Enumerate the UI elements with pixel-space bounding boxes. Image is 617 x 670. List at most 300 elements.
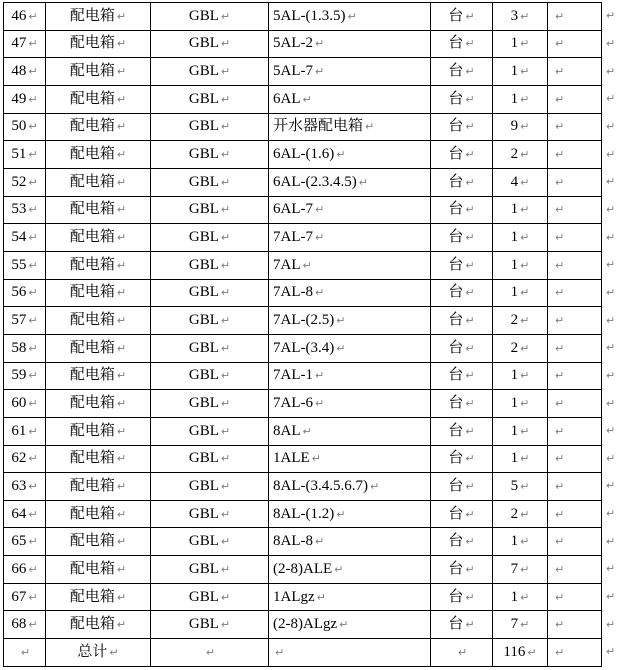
item-type-cell[interactable] (151, 473, 269, 501)
unit-cell[interactable] (431, 114, 493, 142)
item-name-cell[interactable] (46, 446, 151, 474)
unit-cell[interactable] (431, 31, 493, 59)
paragraph-mark-icon: ↵ (220, 535, 231, 549)
unit-cell[interactable] (431, 169, 493, 197)
unit-cell[interactable] (431, 528, 493, 556)
model-cell[interactable] (269, 280, 431, 308)
model-cell[interactable] (269, 418, 431, 446)
item-name-cell[interactable] (46, 528, 151, 556)
row-number-cell[interactable] (4, 252, 46, 280)
item-name-cell[interactable] (46, 473, 151, 501)
item-type-cell[interactable] (151, 390, 269, 418)
paragraph-mark-icon: ↵ (520, 175, 530, 189)
item-type-cell[interactable] (151, 280, 269, 308)
unit-cell[interactable] (431, 280, 493, 308)
quantity-cell[interactable] (493, 58, 548, 86)
row-number-cell[interactable] (4, 197, 46, 225)
unit-cell[interactable] (431, 307, 493, 335)
item-name-cell[interactable] (46, 280, 151, 308)
table-row (4, 584, 602, 612)
cell-text: 配电箱 (69, 229, 115, 246)
paragraph-mark-icon: ↵ (520, 424, 530, 438)
model-cell[interactable] (269, 252, 431, 280)
item-type-cell[interactable] (151, 307, 269, 335)
remark-cell[interactable] (548, 473, 602, 501)
paragraph-mark-icon: ↵ (28, 452, 38, 466)
paragraph-mark-icon: ↵ (315, 535, 325, 549)
remark-cell[interactable] (548, 501, 602, 529)
cell-text: 68 (11, 616, 27, 633)
table-row (4, 335, 602, 363)
item-type-cell[interactable] (151, 611, 269, 639)
model-cell[interactable] (269, 501, 431, 529)
cell-text: GBL (188, 477, 219, 494)
paragraph-mark-icon: ↵ (555, 65, 565, 79)
model-cell[interactable] (269, 335, 431, 363)
paragraph-mark-icon: ↵ (116, 369, 127, 383)
item-type-cell[interactable] (151, 363, 269, 391)
cell-text: 台 (448, 588, 464, 605)
paragraph-mark-icon: ↵ (28, 590, 38, 604)
item-type-cell[interactable] (151, 197, 269, 225)
item-type-cell[interactable] (151, 252, 269, 280)
row-number-cell[interactable] (4, 307, 46, 335)
item-type-cell[interactable] (151, 446, 269, 474)
paragraph-mark-icon: ↵ (28, 231, 38, 245)
cell-text: 63 (11, 477, 27, 494)
quantity-cell[interactable] (493, 611, 548, 639)
model-cell[interactable] (269, 363, 431, 391)
cell-text: 台 (448, 477, 464, 494)
item-type-cell[interactable] (151, 335, 269, 363)
item-type-cell[interactable] (151, 3, 269, 31)
row-end-mark-icon: ↵ (606, 562, 616, 576)
remark-cell[interactable] (548, 584, 602, 612)
model-cell[interactable] (269, 639, 431, 667)
paragraph-mark-icon: ↵ (334, 562, 344, 576)
item-type-cell[interactable] (151, 141, 269, 169)
row-number-cell[interactable] (4, 224, 46, 252)
paragraph-mark-icon: ↵ (465, 562, 475, 576)
paragraph-mark-icon: ↵ (555, 535, 565, 549)
paragraph-mark-icon: ↵ (116, 175, 127, 189)
quantity-cell[interactable] (493, 473, 548, 501)
quantity-cell[interactable] (493, 86, 548, 114)
item-name-cell[interactable] (46, 556, 151, 584)
cell-text: 1ALE (273, 450, 310, 467)
cell-text: 47 (11, 35, 27, 52)
cell-text: 配电箱 (69, 505, 115, 522)
paragraph-mark-icon: ↵ (220, 369, 231, 383)
model-cell[interactable] (269, 390, 431, 418)
item-name-cell[interactable] (46, 3, 151, 31)
row-number-cell[interactable] (4, 584, 46, 612)
paragraph-mark-icon: ↵ (28, 341, 38, 355)
paragraph-mark-icon: ↵ (220, 562, 231, 576)
cell-text: 6AL (273, 90, 301, 107)
cell-text: GBL (188, 118, 219, 135)
row-number-cell[interactable] (4, 390, 46, 418)
unit-cell[interactable] (431, 197, 493, 225)
cell-text: 配电箱 (69, 339, 115, 356)
quantity-cell[interactable] (493, 141, 548, 169)
unit-cell[interactable] (431, 501, 493, 529)
paragraph-mark-icon: ↵ (28, 203, 38, 217)
paragraph-mark-icon: ↵ (315, 231, 325, 245)
unit-cell[interactable] (431, 3, 493, 31)
quantity-cell[interactable] (493, 31, 548, 59)
row-end-mark-icon: ↵ (606, 341, 616, 355)
item-name-cell[interactable] (46, 197, 151, 225)
cell-text: 7 (510, 560, 519, 577)
item-type-cell[interactable] (151, 31, 269, 59)
model-cell[interactable] (269, 114, 431, 142)
row-number-cell[interactable] (4, 335, 46, 363)
item-name-cell[interactable] (46, 584, 151, 612)
item-name-cell[interactable] (46, 224, 151, 252)
remark-cell[interactable] (548, 169, 602, 197)
unit-cell[interactable] (431, 363, 493, 391)
item-name-cell[interactable] (46, 58, 151, 86)
paragraph-mark-icon: ↵ (220, 618, 231, 632)
paragraph-mark-icon: ↵ (28, 562, 38, 576)
cell-text: GBL (188, 505, 219, 522)
unit-cell[interactable] (431, 252, 493, 280)
cell-text: 台 (448, 118, 464, 135)
row-end-mark-icon: ↵ (606, 9, 616, 23)
unit-cell[interactable] (431, 446, 493, 474)
model-cell[interactable] (269, 611, 431, 639)
item-name-cell[interactable] (46, 252, 151, 280)
cell-text: 9 (510, 118, 519, 135)
paragraph-mark-icon: ↵ (315, 369, 325, 383)
remark-cell[interactable] (548, 418, 602, 446)
cell-text: 配电箱 (69, 90, 115, 107)
remark-cell[interactable] (548, 446, 602, 474)
remark-cell[interactable] (548, 280, 602, 308)
paragraph-mark-icon: ↵ (28, 314, 38, 328)
table-row (4, 528, 602, 556)
paragraph-mark-icon: ↵ (316, 590, 326, 604)
remark-cell[interactable] (548, 528, 602, 556)
model-cell[interactable] (269, 169, 431, 197)
cell-text: GBL (188, 367, 219, 384)
cell-text: 配电箱 (69, 63, 115, 80)
item-name-cell[interactable] (46, 363, 151, 391)
paragraph-mark-icon: ↵ (28, 424, 38, 438)
item-type-cell[interactable] (151, 58, 269, 86)
paragraph-mark-icon: ↵ (116, 314, 127, 328)
row-number-cell[interactable] (4, 3, 46, 31)
item-type-cell[interactable] (151, 86, 269, 114)
row-number-cell[interactable] (4, 86, 46, 114)
remark-cell[interactable] (548, 390, 602, 418)
paragraph-mark-icon: ↵ (555, 562, 565, 576)
row-number-cell[interactable] (4, 58, 46, 86)
paragraph-mark-icon: ↵ (116, 507, 127, 521)
model-cell[interactable] (269, 86, 431, 114)
cell-text: GBL (188, 312, 219, 329)
item-name-cell[interactable] (46, 611, 151, 639)
item-name-cell[interactable] (46, 169, 151, 197)
paragraph-mark-icon: ↵ (116, 148, 127, 162)
table-row (4, 197, 602, 225)
cell-text: 60 (11, 395, 27, 412)
row-number-cell[interactable] (4, 280, 46, 308)
item-name-cell[interactable] (46, 390, 151, 418)
unit-cell[interactable] (431, 335, 493, 363)
quantity-cell[interactable] (493, 3, 548, 31)
remark-cell[interactable] (548, 639, 602, 667)
model-cell[interactable] (269, 31, 431, 59)
paragraph-mark-icon: ↵ (220, 397, 231, 411)
paragraph-mark-icon: ↵ (365, 120, 375, 134)
paragraph-mark-icon: ↵ (116, 397, 127, 411)
row-end-mark-icon: ↵ (606, 92, 616, 106)
table-row (4, 556, 602, 584)
row-number-cell[interactable] (4, 556, 46, 584)
row-number-cell[interactable] (4, 501, 46, 529)
cell-text: 50 (11, 118, 27, 135)
quantity-cell[interactable] (493, 418, 548, 446)
cell-text: 1 (510, 533, 519, 550)
paragraph-mark-icon: ↵ (520, 507, 530, 521)
row-end-mark-icon: ↵ (606, 590, 616, 604)
quantity-cell[interactable] (493, 224, 548, 252)
remark-cell[interactable] (548, 114, 602, 142)
row-end-mark-column (606, 2, 617, 666)
row-number-cell[interactable] (4, 363, 46, 391)
item-name-cell[interactable] (46, 307, 151, 335)
cell-text: 配电箱 (69, 560, 115, 577)
model-cell[interactable] (269, 58, 431, 86)
paragraph-mark-icon: ↵ (220, 479, 231, 493)
paragraph-mark-icon: ↵ (28, 92, 38, 106)
quantity-cell[interactable] (493, 114, 548, 142)
remark-cell[interactable] (548, 335, 602, 363)
cell-text: 1ALgz (273, 588, 315, 605)
paragraph-mark-icon: ↵ (116, 479, 127, 493)
row-number-cell[interactable] (4, 446, 46, 474)
unit-cell[interactable] (431, 86, 493, 114)
paragraph-mark-icon: ↵ (465, 258, 475, 272)
row-end-mark-icon: ↵ (606, 645, 616, 659)
cell-text: 台 (448, 173, 464, 190)
equipment-table (3, 2, 602, 667)
model-cell[interactable] (269, 3, 431, 31)
paragraph-mark-icon: ↵ (465, 148, 475, 162)
remark-cell[interactable] (548, 363, 602, 391)
paragraph-mark-icon: ↵ (315, 65, 325, 79)
item-type-cell[interactable] (151, 639, 269, 667)
unit-cell[interactable] (431, 141, 493, 169)
item-type-cell[interactable] (151, 556, 269, 584)
quantity-cell[interactable] (493, 363, 548, 391)
item-type-cell[interactable] (151, 418, 269, 446)
model-cell[interactable] (269, 197, 431, 225)
model-cell[interactable] (269, 584, 431, 612)
item-name-cell[interactable] (46, 418, 151, 446)
paragraph-mark-icon: ↵ (220, 341, 231, 355)
cell-text: GBL (188, 450, 219, 467)
cell-text: 配电箱 (69, 118, 115, 135)
item-name-cell[interactable] (46, 141, 151, 169)
paragraph-mark-icon: ↵ (116, 618, 127, 632)
row-end-mark-icon: ↵ (606, 479, 616, 493)
unit-cell[interactable] (431, 390, 493, 418)
cell-text: 61 (11, 422, 27, 439)
cell-text: 台 (448, 312, 464, 329)
row-number-cell[interactable] (4, 31, 46, 59)
item-type-cell[interactable] (151, 584, 269, 612)
item-type-cell[interactable] (151, 528, 269, 556)
row-number-cell[interactable] (4, 141, 46, 169)
cell-text: GBL (188, 422, 219, 439)
remark-cell[interactable] (548, 31, 602, 59)
item-name-cell[interactable] (46, 335, 151, 363)
unit-cell[interactable] (431, 418, 493, 446)
row-end-mark-icon: ↵ (606, 368, 616, 382)
paragraph-mark-icon: ↵ (275, 645, 285, 659)
cell-text: 1 (510, 588, 519, 605)
paragraph-mark-icon: ↵ (465, 341, 475, 355)
item-type-cell[interactable] (151, 224, 269, 252)
cell-text: 台 (448, 339, 464, 356)
unit-cell[interactable] (431, 584, 493, 612)
paragraph-mark-icon: ↵ (220, 65, 231, 79)
row-number-cell[interactable] (4, 528, 46, 556)
remark-cell[interactable] (548, 86, 602, 114)
model-cell[interactable] (269, 446, 431, 474)
cell-text: 57 (11, 312, 27, 329)
quantity-cell[interactable] (493, 584, 548, 612)
paragraph-mark-icon: ↵ (220, 9, 231, 23)
paragraph-mark-icon: ↵ (336, 507, 346, 521)
remark-cell[interactable] (548, 252, 602, 280)
paragraph-mark-icon: ↵ (520, 148, 530, 162)
table-row (4, 611, 602, 639)
quantity-cell[interactable] (493, 197, 548, 225)
paragraph-mark-icon: ↵ (302, 92, 312, 106)
quantity-cell[interactable] (493, 556, 548, 584)
model-cell[interactable] (269, 473, 431, 501)
quantity-cell[interactable] (493, 335, 548, 363)
item-type-cell[interactable] (151, 114, 269, 142)
unit-cell[interactable] (431, 611, 493, 639)
paragraph-mark-icon: ↵ (220, 120, 231, 134)
quantity-cell[interactable] (493, 446, 548, 474)
row-number-cell[interactable] (4, 114, 46, 142)
quantity-cell[interactable] (493, 280, 548, 308)
cell-text: 5AL-7 (273, 63, 313, 80)
cell-text: 48 (11, 63, 27, 80)
quantity-cell[interactable] (493, 501, 548, 529)
remark-cell[interactable] (548, 141, 602, 169)
model-cell[interactable] (269, 528, 431, 556)
paragraph-mark-icon: ↵ (336, 148, 346, 162)
paragraph-mark-icon: ↵ (520, 618, 530, 632)
quantity-cell[interactable] (493, 390, 548, 418)
remark-cell[interactable] (548, 556, 602, 584)
model-cell[interactable] (269, 224, 431, 252)
unit-cell[interactable] (431, 224, 493, 252)
quantity-cell[interactable] (493, 307, 548, 335)
paragraph-mark-icon: ↵ (358, 175, 368, 189)
item-type-cell[interactable] (151, 501, 269, 529)
cell-text: GBL (188, 395, 219, 412)
item-name-cell[interactable] (46, 31, 151, 59)
paragraph-mark-icon: ↵ (520, 286, 530, 300)
item-name-cell[interactable] (46, 114, 151, 142)
unit-cell[interactable] (431, 473, 493, 501)
model-cell[interactable] (269, 141, 431, 169)
cell-text: 62 (11, 450, 27, 467)
row-number-cell[interactable] (4, 639, 46, 667)
item-type-cell[interactable] (151, 169, 269, 197)
quantity-cell[interactable] (493, 169, 548, 197)
paragraph-mark-icon: ↵ (555, 286, 565, 300)
paragraph-mark-icon: ↵ (520, 535, 530, 549)
remark-cell[interactable] (548, 307, 602, 335)
remark-cell[interactable] (548, 611, 602, 639)
cell-text: 台 (448, 422, 464, 439)
cell-text: 配电箱 (69, 367, 115, 384)
paragraph-mark-icon: ↵ (555, 9, 565, 23)
paragraph-mark-icon: ↵ (339, 618, 349, 632)
remark-cell[interactable] (548, 3, 602, 31)
model-cell[interactable] (269, 307, 431, 335)
paragraph-mark-icon: ↵ (220, 424, 231, 438)
cell-text: 配电箱 (69, 256, 115, 273)
remark-cell[interactable] (548, 224, 602, 252)
cell-text: 配电箱 (69, 312, 115, 329)
quantity-cell[interactable] (493, 528, 548, 556)
paragraph-mark-icon: ↵ (465, 231, 475, 245)
cell-text: 51 (11, 146, 27, 163)
remark-cell[interactable] (548, 58, 602, 86)
unit-cell[interactable] (431, 639, 493, 667)
cell-text: 2 (510, 339, 519, 356)
model-cell[interactable] (269, 556, 431, 584)
row-number-cell[interactable] (4, 611, 46, 639)
paragraph-mark-icon: ↵ (220, 452, 231, 466)
paragraph-mark-icon: ↵ (315, 203, 325, 217)
cell-text: 台 (448, 395, 464, 412)
paragraph-mark-icon: ↵ (20, 645, 31, 659)
cell-text: 46 (11, 7, 27, 24)
row-number-cell[interactable] (4, 418, 46, 446)
cell-text: GBL (188, 173, 219, 190)
quantity-cell[interactable] (493, 639, 548, 667)
item-name-cell[interactable] (46, 86, 151, 114)
table-row (4, 86, 602, 114)
remark-cell[interactable] (548, 197, 602, 225)
cell-text: GBL (188, 588, 219, 605)
paragraph-mark-icon: ↵ (555, 314, 565, 328)
unit-cell[interactable] (431, 58, 493, 86)
row-number-cell[interactable] (4, 473, 46, 501)
table-row (4, 224, 602, 252)
cell-text: 配电箱 (69, 588, 115, 605)
unit-cell[interactable] (431, 556, 493, 584)
row-number-cell[interactable] (4, 169, 46, 197)
paragraph-mark-icon: ↵ (465, 65, 475, 79)
quantity-cell[interactable] (493, 252, 548, 280)
paragraph-mark-icon: ↵ (520, 479, 530, 493)
item-name-cell[interactable] (46, 639, 151, 667)
paragraph-mark-icon: ↵ (220, 231, 231, 245)
item-name-cell[interactable] (46, 501, 151, 529)
